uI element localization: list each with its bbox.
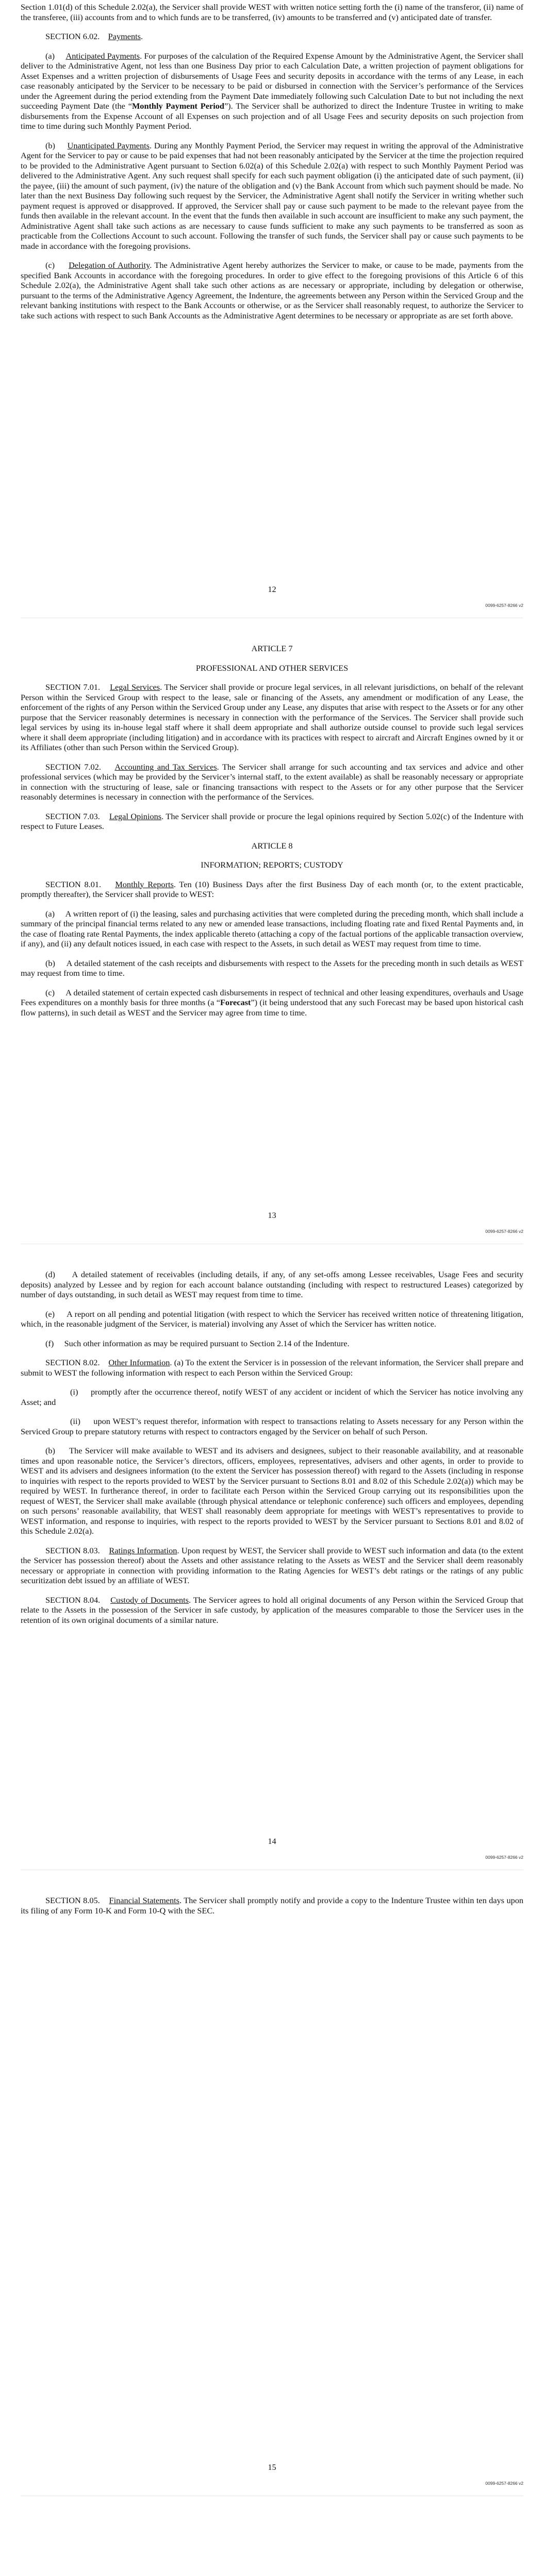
page-number: 15 — [268, 2462, 276, 2472]
paragraph-8-01-f: (f) Such other information as may be required pursuant to Section 2.14 of the Indenture. — [45, 1338, 350, 1348]
section-8-03: SECTION 8.03. Ratings Information. Upon request by WEST, the Servicer shall provide to WEST such information and data (to the extent the Servicer has possession thereof) about the Assets and other assistance relating to the Assets as WEST and the Servicer shall deem reasonably necessary or appropriate in connection with providing information to the Rating Agencies for WEST’s debt ratings or the ratings of any public securitization debt issued by an affiliate of WEST. — [21, 1545, 524, 1585]
article-7-number: ARTICLE 7 — [251, 643, 293, 653]
section-8-04: SECTION 8.04. Custody of Documents. The Servicer agrees to hold all original documents of any Person within the Serviced Group that relate to the Assets in the possession of the Servicer in safe custody, by application of the measures comparable to those the Servicer uses in the retention of its own original documents of a similar nature. — [21, 1595, 524, 1625]
document-footer-id: 0099-6257-8266 v2 — [485, 1229, 523, 1234]
document-page-13 — [21, 626, 523, 1244]
section-6-02-heading: SECTION 6.02. Payments. — [45, 31, 143, 41]
paragraph-8-01-b: (b) A detailed statement of the cash receipts and disbursements with respect to the Assets for the preceding month in such details as WEST may request from time to time. — [21, 958, 523, 978]
paragraph-8-01-d: (d) A detailed statement of receivables (including details, if any, of any set-offs among Lessee receivables, Usage Fees and security deposits) analyzed by Lessee and by region for each account balance outstanding (including with respect to restructured Leases) categorized by number of days outstanding, in such detail as WEST may request from time to time. — [21, 1269, 523, 1299]
section-7-02: SECTION 7.02. Accounting and Tax Services. The Servicer shall arrange for such accounting and tax services and advice and other professional services (which may be provided by the Servicer’s internal staff, to the extent available) as shall be reasonably necessary or appropriate in connection with the structuring of lease, sale or financing transactions with respect to the Assets or for any other purpose that the Servicer reasonably determines is necessary in connection with the performance of the Services. — [21, 761, 524, 802]
section-7-01: SECTION 7.01. Legal Services. The Servicer shall provide or procure legal services, in all relevant jurisdictions, on behalf of the relevant Person within the Serviced Group with respect to the lease, sale or financing of the Assets, any amendment or modification of any Lease, the enforcement of the rights of any Person within the Serviced Group under any Lease, any disputes that arise with respect to the Assets or for any other purpose that the Servicer reasonably determines is necessary in connection with the performance of the Services. The Servicer shall provide such legal services by using its in-house legal staff where it shall deem appropriate and shall authorize outside counsel to provide such legal services where it shall deem appropriate (including litigation) and in accordance with its practices with respect to aircraft and Aircraft Engines owned by it or its Affiliates (other than such Person within the Serviced Group). — [21, 682, 524, 752]
document-footer-id: 0099-6257-8266 v2 — [485, 603, 523, 608]
document-page-15 — [21, 1878, 523, 2496]
article-7-title: PROFESSIONAL AND OTHER SERVICES — [195, 663, 349, 673]
article-8-title: INFORMATION; REPORTS; CUSTODY — [201, 860, 343, 870]
paragraph-delegation-of-authority: (c) Delegation of Authority. The Administrative Agent hereby authorizes the Servicer to make, or cause to be made, payments from the specified Bank Accounts in accordance with the foregoing procedures. In order to give effect to the foregoing provisions of this Article 6 of this Schedule 2.02(a), the Administrative Agent shall take such other actions as are necessary or appropriate, including by delegation or otherwise, pursuant to the terms of the Administrative Agency Agreement, the Indenture, the agreements between any Person within the Serviced Group and the relevant banking institutions with respect to the Bank Accounts or otherwise, or as the Servicer shall reasonably request, to authorize the Servicer to take such actions with respect to such Bank Accounts as the Administrative Agent determines to be necessary or appropriate as are set forth above. — [21, 260, 523, 320]
document-page-14 — [21, 1252, 523, 1870]
page-number: 12 — [268, 584, 276, 594]
article-8-number: ARTICLE 8 — [251, 840, 293, 851]
page-number: 14 — [268, 1836, 276, 1846]
paragraph-8-01-e: (e) A report on all pending and potential litigation (with respect to which the Servicer has received written notice of threatening litigation, which, in the reasonable judgment of the Servicer, is material) involving any Asset of which the Servicer has written notice. — [21, 1309, 523, 1329]
paragraph-8-02-a-ii: (ii) upon WEST’s request therefor, information with respect to transactions relating to Assets necessary for any Person within the Serviced Group to prepare statutory returns with respect to contractors engaged by the Servicer on behalf of such Person. — [21, 1416, 523, 1436]
paragraph-anticipated-payments: (a) Anticipated Payments. For purposes of the calculation of the Required Expense Amount by the Administrative Agent, the Servicer shall deliver to the Administrative Agent, not less than one Business Day prior to each Calculation Date, a written projection of payment obligations for Asset Expenses and a written projection of disbursements of Usage Fees and security deposits in accordance with the terms of any Lease, in each case reasonably anticipated by the Servicer to be necessary to be paid or disbursed in connection with the Servicer’s performance of the Services under the Agreement during the period extending from the Payment Date immediately following such Calculation Date to but not including the next succeeding Payment Date (the “Monthly Payment Period”). The Servicer shall be authorized to direct the Indenture Trustee in writing to make disbursements from the Expense Account of all Expenses on such projection and of all Usage Fees and security deposits on such projection from time to time during such Monthly Payment Period. — [21, 50, 524, 131]
paragraph-transfer-notice: Section 1.01(d) of this Schedule 2.02(a), the Servicer shall provide WEST with written notice setting forth the (i) name of the transferor, (ii) name of the transferee, (iii) accounts from and to which funds are to be transferred, (iv) amounts to be transferred and (v) anticipated date of transfer. — [21, 2, 523, 22]
paragraph-8-02-b: (b) The Servicer will make available to WEST and its advisers and designees, subject to their reasonable availability, and at reasonable times and upon reasonable notice, the Servicer’s directors, officers, employees, representatives, advisers and other agents, in order to provide to WEST and its advisers and designees information (to the extent the Servicer has possession thereof) with regard to the Assets (including in response to inquiries with respect to the reports provided to WEST by the Servicer pursuant to Sections 8.01 and 8.02 of this Schedule 2.02(a)) which may be required by WEST. In furtherance thereof, in order to facilitate each Person within the Serviced Group carrying out its responsibilities upon the request of WEST, the Servicer shall make available (through physical attendance or telephonic conference) such officers and employees, depending on such persons’ reasonable availability, that WEST shall reasonably deem appropriate for meetings with WEST’s representatives to provide to WEST information, and response to inquiries, with respect to the reports provided to WEST by the Servicer pursuant to Sections 8.01 and 8.02 of this Schedule 2.02(a). — [21, 1446, 523, 1536]
section-8-02: SECTION 8.02. Other Information. (a) To the extent the Servicer is in possession of the relevant information, the Servicer shall prepare and submit to WEST the following information with respect to each Person within the Serviced Group: — [21, 1358, 523, 1378]
section-8-05: SECTION 8.05. Financial Statements. The Servicer shall promptly notify and provide a copy to the Indenture Trustee within ten days upon its filing of any Form 10-K and Form 10-Q with the SEC. — [21, 1895, 524, 1916]
document-footer-id: 0099-6257-8266 v2 — [485, 1855, 523, 1860]
page-body — [21, 1895, 523, 1925]
paragraph-unanticipated-payments: (b) Unanticipated Payments. During any Monthly Payment Period, the Servicer may request in writing the approval of the Administrative Agent for the Servicer to pay or cause to be paid expenses that had not been reasonably anticipated by the Servicer at the time the projection required to be provided to the Administrative Agent pursuant to Section 6.02(a) of this Schedule 2.02(a) with respect to such Monthly Payment Period was delivered to the Administrative Agent. Any such request shall specify for each such payment obligation (i) the anticipated date of such payment, (ii) the payee, (iii) the amount of such payment, (iv) the nature of the obligation and (v) the Bank Account from which such payment should be made. No later than the next Business Day following such request by the Servicer, the Administrative Agent shall notify the Servicer in writing whether such payment request is approved or disapproved. If approved, the Servicer shall pay or cause such payment to be made to the relevant payee from the funds then available in the relevant account. In the event that the funds then available in such account are insufficient to make any such payment, the Administrative Agent shall take such actions as are necessary to cause funds sufficient to make any such payments to be transferred as soon as practicable from the Collections Account to such account. Following the transfer of such funds, the Servicer shall pay or cause such payments to be made in accordance with the foregoing provisions. — [21, 140, 524, 251]
page-body — [21, 643, 523, 1027]
document-footer-id: 0099-6257-8266 v2 — [485, 2481, 523, 2486]
page-body — [21, 1269, 523, 1634]
paragraph-8-02-a-i: (i) promptly after the occurrence thereof, notify WEST of any accident or incident of which the Servicer has notice involving any Asset; and — [21, 1387, 524, 1407]
paragraph-8-01-c: (c) A detailed statement of certain expected cash disbursements in respect of technical and other leasing expenditures, overhauls and Usage Fees expenditures on a monthly basis for three months (a “Forecast”) (it being understood that any such Forecast may be based upon historical cash flow patterns), in such detail as WEST and the Servicer may agree from time to time. — [21, 987, 523, 1018]
paragraph-8-01-a: (a) A written report of (i) the leasing, sales and purchasing activities that were completed during the preceding month, which shall include a summary of the principal financial terms related to any new or amended lease transactions, including floating rate and fixed Rental Payments and, in the case of floating rate Rental Payments, the index applicable thereto (attaching a copy of the factual portions of the applicable transaction overview, if any), and (ii) any default notices issued, in each case with respect to the Assets, in such detail as WEST may request from time to time. — [21, 908, 523, 948]
page-number: 13 — [268, 1210, 276, 1220]
section-8-01: SECTION 8.01. Monthly Reports. Ten (10) Business Days after the first Business Day of each month (or, to the extent practicable, promptly thereafter), the Servicer shall provide to WEST: — [21, 879, 524, 899]
document-page-12 — [21, 0, 523, 618]
page-body — [21, 2, 523, 330]
section-7-03: SECTION 7.03. Legal Opinions. The Servicer shall provide or procure the legal opinions required by Section 5.02(c) of the Indenture with respect to Future Leases. — [21, 811, 524, 831]
